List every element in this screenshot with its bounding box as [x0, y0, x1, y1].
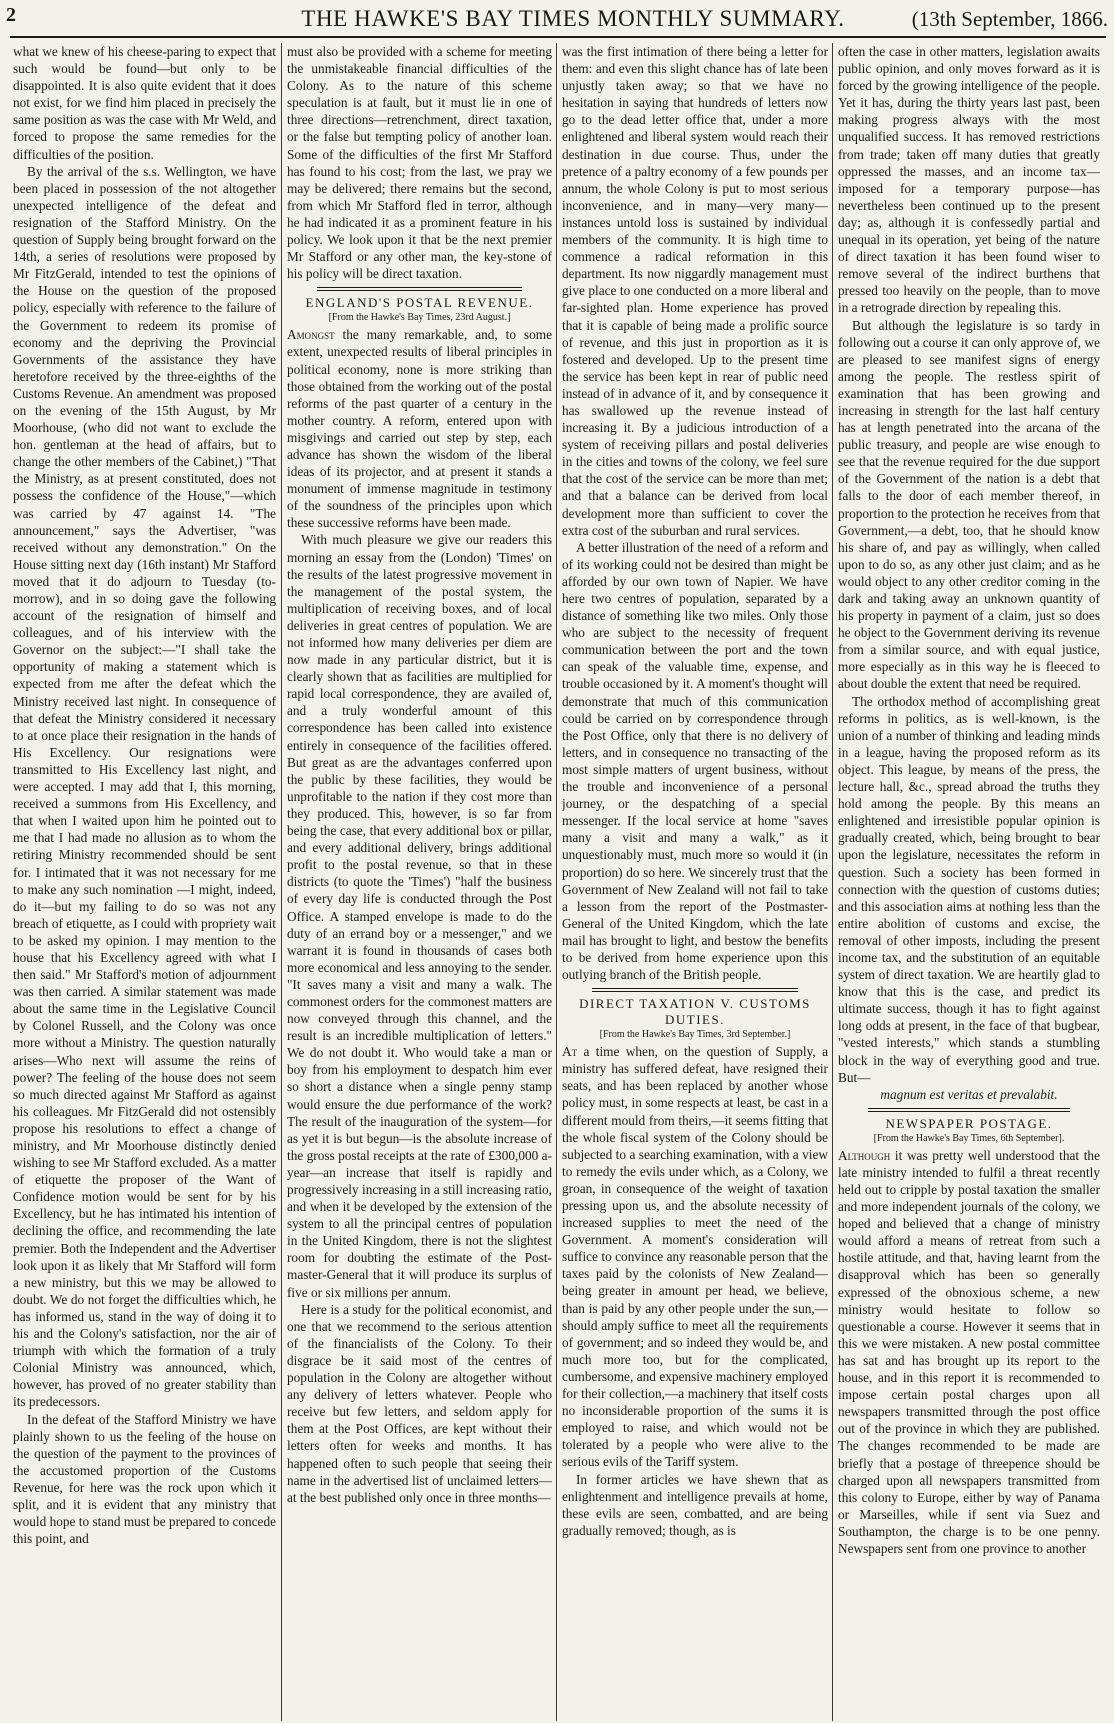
paragraph: often the case in other matters, legislation awaits public opinion, and only moves forward as it is forced by the growing intelligence of the people. Yet it has, during the thirty years last past, been making progress always with the most unqualified success. It has removed restrictions from trade; taken off many duties that greatly oppressed the masses, and an income tax—imposed for a temporary purpose—has nevertheless been continued up to the present day; as, although it is confessedly partial and unequal in its operation, yet being of the nature of direct taxation it has been found wiser to remove several of the indirect burthens that pressed too heavily on the people, than to move in a retrograde direction by repealing this. — [838, 44, 1100, 316]
paragraph-text: a time when, on the question of Supply, a ministry has suffered defeat, have resigned their seats, and has been replaced by another whose policy must, in some respects at least, be cast in a different mould from theirs,—it seems fitting that the whole fiscal system of the Colony should be subjected to a searching examination, with a view to remedy the evils under which, as a Colony, we groan, in consequence of the weight of taxation pressing upon us, and the absolute necessity of increased supplies to meet the need of the Government. A moment's consideration will suffice to convince any reasonable person that the taxes paid by the colonists of New Zealand—being greater in amount per head, we believe, than is paid by any other people under the sun,—should amply suffice to meet all the requirements of government; and so indeed they would be, and much more too, but for the complicated, cumbersome, and expensive machinery employed for their collection,—a machinery that itself costs no inconsiderable proportion of the sums it is employed to raise, and which would not be tolerated by a people who were alive to the serious evils of the Tariff system. — [562, 1044, 828, 1470]
paragraph: By the arrival of the s.s. Wellington, we have been placed in possession of the not altogether unexpected intelligence of the defeat and resignation of the Stafford Ministry. On the question of Supply being brought forward on the 14th, a series of resolutions were proposed by Mr FitzGerald, intended to test the opinions of the House on the question of the proposed policy, especially with reference to the failure of the Government to redeem its promise of economy and the depriving the Provincial Governments of the assistance they have heretofore received by the three-eighths of the Customs Revenue. An amendment was proposed on the evening of the 15th August, by Mr Moorhouse, (who did not want to exclude the hon. gentleman at the head of affairs, but to change the other members of the Cabinet,) "That the Ministry, as at present constituted, does not possess the confidence of the House,"—which was carried by 47 against 14. "The announcement," says the Advertiser, "was received without any demonstration." On the House sitting next day (16th instant) Mr Stafford moved that it do adjourn to Tuesday (to-morrow), and in so doing gave the following account of the resignation of himself and colleagues, and of his interview with the Governor on the subject:—"I shall take the opportunity of making a statement which is expected from me after the defeat which the Ministry received last night. In consequence of that defeat the Ministry considered it necessary to at once place their resignation in the hands of His Excellency. Our resignations were transmitted to His Excellency last night, and were accepted. I may add that I, this morning, received a summons from His Excellency, and that when I waited upon him he pointed out to me that I had made no allusion as to whom the retiring Ministry recommended should be sent for. I intimated that it was not necessary for me to make any such nomination —I might, indeed, do it—but my failing to do so was not any breach of etiquette, as I could with propriety wait to be asked my opinion. I may mention to the house that his Excellency agreed with what I then said." Mr Stafford's motion of adjournment was then carried. A similar statement was made about the same time in the Legislative Council by Colonel Russell, and the Colony was once more without a Ministry. The question naturally arises—Who next will assume the reins of power? The feeling of the house does not seem so much directed against Mr Stafford as against his colleagues. Mr FitzGerald did not ostensibly propose his resolutions to effect a change of ministry, and Mr Moorhouse distinctly denied wishing to see Mr Stafford excluded. As a matter of etiquette the proposer of the Want of Confidence motion would be sent for by his Excellency, but he has intimated his intention of declining the office, and recommending the late premier. Both the Independent and the Advertiser look upon it as likely that Mr Stafford will form a new ministry, but this we may be allowed to doubt. We do not forget the difficulties which, he has informed us, stand in the way of doing it to his and the Colony's satisfaction, nor the air of triumph with which the formation of a truly Colonial Ministry was announced, which, however, has proved of no greater stability than its predecessors. — [13, 163, 276, 1410]
drop-word: At — [562, 1044, 578, 1060]
paragraph — [287, 326, 552, 531]
drop-word: Although — [838, 1147, 891, 1163]
column-divider — [281, 43, 282, 1721]
article-source: [From the Hawke's Bay Times, 6th September]. — [873, 1132, 1065, 1144]
article-source: [From the Hawke's Bay Times, 23rd August.] — [328, 312, 511, 324]
paragraph: With much pleasure we give our readers this morning an essay from the (London) 'Times' on the results of the latest progressive movement in the management of the postal system, the multiplication of receiving boxes, and of local deliveries in great centres of population. We are not informed how many deliveries per diem are now made in any particular district, but it is clearly shown that as facilities are multiplied for rapid local correspondence, they are availed of, and a truly wonderful amount of this correspondence has been called into existence entirely in consequence of the facilities offered. But great as are the advantages conferred upon the public by these facilities, they would be unprofitable to the nation if they cost more than they produced. This, however, is so far from being the case, that every additional box or pillar, and every additional delivery, brings additional profit to the postal revenue, so that in these districts (to quote the 'Times') "half the business of every day life is conducted through the Post Office. A stamped envelope is made to do the duty of an errand boy or a messenger," and we warrant it is found in thousands of cases both more economical and less annoying to the sender. "It saves many a visit and many a walk. The commonest orders for the commonest matters are now conveyed through this channel, and the result is an incredible multiplication of letters." We do not doubt it. Who would take a man or boy from his employment to despatch him ever so short a distance when a single penny stamp would ensure the due performance of the work? The result of the inauguration of the system—for as yet it is but begun—is the absolute increase of the gross postal receipts at the rate of £300,000 a-year—an increase that itself is rapidly and progressively increasing in a still increasing ratio, and when it be developed by the extension of the system to all the principal centres of population in the United Kingdom, there is not the slightest room for doubting the estimate of the Post-master-General that it will produce its surplus of five or six millions per annum. — [287, 532, 552, 1300]
paragraph: But although the legislature is so tardy in following out a course it can only approve of, we are pleased to see manifest signs of energy among the people. The restless spirit of examination that has been growing and increasing in strength for the last half century has at length penetrated into the arcana of the public treasury, and people are wise enough to see that the revenue required for the due support of the Government of the nation is a debt that falls to the door of each member thereof, in proportion to the protection he receives from that Government,—a debt, too, that he should know his share of, and pay as willingly, when called upon to do so, as any other just claim; and as he would object to any other creditor coming in the dark and taking away an unknown quantity of his property in payment of a claim, just so does he object to the Government deriving its revenue from a similar source, and with equal justice, more especially as in this way he is fleeced to about double the extent that need be required. — [838, 317, 1100, 692]
article-heading: ENGLAND'S POSTAL REVENUE. — [305, 295, 534, 311]
page-number: 2 — [6, 4, 16, 26]
issue-date: (13th September, 1866. — [911, 7, 1108, 31]
column-2 — [287, 43, 552, 1721]
article-rule — [592, 988, 798, 992]
article-heading: NEWSPAPER POSTAGE. — [885, 1115, 1053, 1131]
paragraph: must also be provided with a scheme for meeting the unmistakeable financial difficulties of the Colony. As to the nature of this scheme speculation is at fault, but it must lie in one of three directions—retrenchment, direct taxation, or the false but tempting policy of another loan. Some of the difficulties of the first Mr Stafford has found to his cost; from the last, we pray we may be delivered; there remains but the second, from which Mr Stafford fled in terror, although he had indicated it as a prominent feature in his policy. We look upon it that be the next premier Mr Stafford or any other man, the key-stone of his policy will be direct taxation. — [287, 44, 552, 282]
paragraph: was the first intimation of there being a letter for them: and even this slight chance has of late been unjustly taken away; so that we have no hesitation in saying that hundreds of letters now go to the dead letter office that, under a more enlightened and liberal system would reach their destination in due course. Thus, under the pretence of a paltry economy of a few pounds per annum, the whole Colony is put to most serious inconvenience, and in many—very many—instances untold loss is sustained by individual members of the community. It is high time to commence a radical reformation in this department. Its now niggardly management must give place to one conducted on a more liberal and far-sighted plan. Home experience has proved that it is capable of being made a prolific source of revenue, and this just in proportion as it is fostered and developed. Up to the present time the service has been kept in rear of public need instead of in advance of it, and by consequence it has swallowed up the revenue instead of increasing it. By a judicious introduction of a system of receiving pillars and postal deliveries in the cities and towns of the colony, we feel sure that the cost of the service can be more than met; and that a balance can be derived from local development more than sufficient to cover the extra cost of the suburban and rural services. — [562, 44, 828, 538]
paragraph-text: the many remarkable, and, to some extent, unexpected results of liberal principles in political economy, none is more striking than those obtained from the working out of the postal reforms of the past quarter of a century in the mother country. A reform, entered upon with misgivings and carried out step by step, each advance has shown the wisdom of the liberal ideas of its projector, and at present it stands a monument of immense magnitude in testimony of the soundness of the principles upon which these successive reforms have been made. — [287, 327, 552, 531]
paragraph: Here is a study for the political economist, and one that we recommend to the serious attention of the financialists of the Colony. To their disgrace be it said most of the centres of population in the Colony are altogether without any delivery of letters whatever. People who receive but few letters, and seldom apply for them at the Post Offices, are kept without their letters often for weeks and months. It has happened often to such people that seeing their name in the advertised list of unclaimed letters—at the best published only once in three months— — [287, 1301, 552, 1505]
paragraph — [562, 1043, 828, 1470]
drop-word: Amongst — [287, 327, 335, 343]
column-4 — [838, 43, 1100, 1721]
paragraph: what we knew of his cheese-paring to expect that such would be found—but only to be disappointed. It is also quite evident that it does not exist, for we find him placed in precisely the same position as was the case with Mr Weld, and forced to propose the same remedies for the difficulties of the position. — [13, 44, 276, 162]
paragraph: In the defeat of the Stafford Ministry we have plainly shown to us the feeling of the house on the question of the payment to the provinces of the accustomed proportion of the Customs Revenue, for here was the rock upon which it split, and it is evident that any ministry that would hope to stand must be prepared to concede this point, and — [13, 1411, 276, 1547]
paragraph: A better illustration of the need of a reform and of its working could not be desired than might be afforded by our own town of Napier. We have here two centres of population, separated by a distance of something like two miles. Only those who are subject to the necessity of frequent communication between the port and the town can speak of the valuable time, expense, and trouble occasioned by it. A moment's thought will demonstrate that much of this communication could be carried on by correspondence through the Post Office, only that there is no delivery of letters, and in consequence no transacting of the most simple matters of urgent business, without the trouble and inconvenience of a personal journey, or the despatching of a special messenger. If the local service at home "saves many a visit and many a walk," as it unquestionably must, much more so would it (in proportion) do so here. We sincerely trust that the Government of New Zealand will not fail to take a lesson from the report of the Postmaster-General of the United Kingdom, which the late mail has brought to light, and bestow the benefits to be derived from home experience upon this outlying branch of the British people. — [562, 539, 828, 983]
latin-motto: magnum est veritas et prevalabit. — [880, 1086, 1058, 1102]
article-rule — [317, 287, 522, 291]
newspaper-title: THE HAWKE'S BAY TIMES MONTHLY SUMMARY. — [301, 6, 845, 31]
column-3 — [562, 43, 828, 1721]
article-source: [From the Hawke's Bay Times, 3rd September.] — [599, 1029, 791, 1041]
masthead — [0, 0, 1114, 40]
paragraph-text: it was pretty well understood that the late ministry intended to fulfil a threat recently held out to cripple by postal taxation the smaller and more independent journals of the colony, we hoped and believed that a change of ministry would afford a means of retreat from such a hostile attitude, and that, having learnt from the disapproval which has been so generally expressed of the obnoxious scheme, a new ministry would hesitate to follow so questionable a course. However it seems that in this we were mistaken. A new postal committee has sat and has brought up its report to the house, and in this report it is recommended to impose certain postal charges upon all newspapers transmitted through the post office out of the province in which they are published. The changes recommended to be made are briefly that a postage of threepence should be charged upon all newspapers transmitted from this colony to Europe, either by way of Panama or Marseilles, while if sent via Suez and Southampton, the charge is to be one penny. Newspapers sent from one province to another — [838, 1147, 1100, 1556]
column-divider — [556, 43, 557, 1721]
column-1 — [13, 43, 276, 1721]
header-rule — [10, 36, 1106, 38]
paragraph: The orthodox method of accomplishing great reforms in politics, as is well-known, is the union of a number of thinking and leading minds in a league, having the proposed reform as its object. This league, by means of the press, the lecture hall, &c., spread abroad the truths they hold among the people. By this means an enlightened and irresistible popular opinion is gradually created, which, being brought to bear upon the legislature, necessitates the reform in question. Such a society has been formed in connection with the question of customs duties; and this association aims at nothing less than the entire abolition of customs and excise, the removal of other imposts, including the present income tax, and the substitution of an equitable system of direct taxation. We are heartily glad to know that this is the case, and predict its ultimate success, though it has to fight against long odds at present, in the face of that bugbear, "vested interests," which stands a stumbling block in the way of everything good and true. But— — [838, 693, 1100, 1085]
article-rule — [868, 1108, 1070, 1112]
article-heading: DIRECT TAXATION V. CUSTOMS DUTIES. — [579, 996, 811, 1028]
column-divider — [832, 43, 833, 1721]
paragraph — [838, 1147, 1100, 1557]
paragraph: In former articles we have shewn that as enlightenment and intelligence prevails at home, these evils are seen, combatted, and are being gradually removed; though, as is — [562, 1471, 828, 1538]
